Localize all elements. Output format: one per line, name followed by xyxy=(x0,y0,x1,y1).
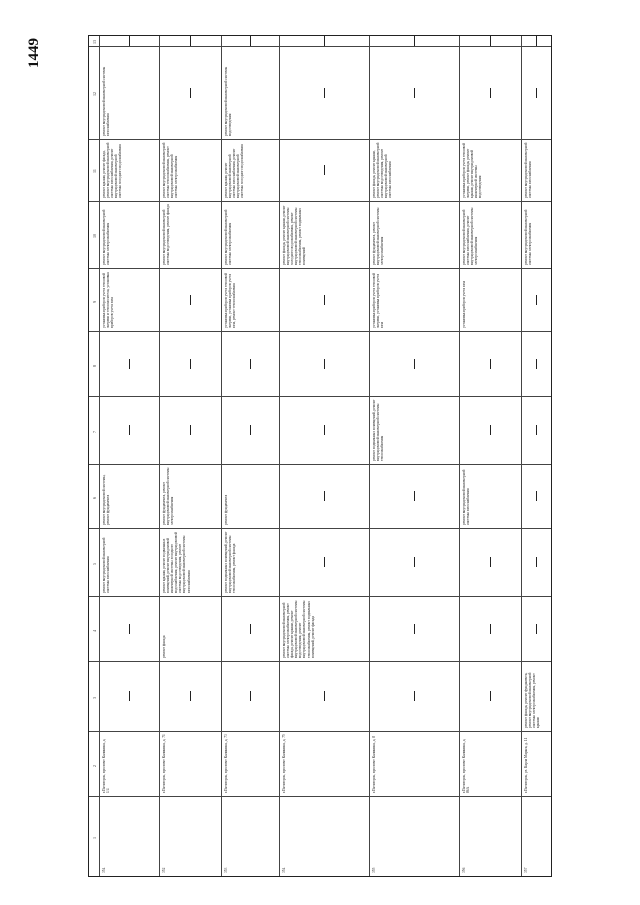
row-number: 357 xyxy=(524,867,528,873)
column-number: 11 xyxy=(92,169,97,173)
column-number: 5 xyxy=(92,563,97,565)
work-cell: установка приборов учета тепловой энергии, ремонт фасада, ремонт крыши, ремонт внутридомовой инженерной системы водоотведения xyxy=(462,142,483,198)
work-cell: ремонт внутридомовой инженерной системы водоотведения, ремонт фасада xyxy=(162,204,171,265)
empty-dash xyxy=(324,557,325,567)
empty-dash xyxy=(129,36,130,46)
empty-dash xyxy=(250,425,251,435)
work-cell: ремонт фундамента xyxy=(224,494,228,525)
work-cell: ремонт фасада, ремонт крыши, ремонт внутридомовой инженерной системы холодного водоснабжения, ремонт внутридомовой инженерной системы теплоснабжения, ремонт подвальных помещений xyxy=(282,205,307,265)
work-cell: установка приборов учета газа xyxy=(462,280,466,328)
empty-dash xyxy=(324,295,325,305)
row-divider xyxy=(521,36,522,876)
empty-dash xyxy=(190,359,191,369)
row-number: 354 xyxy=(102,867,106,873)
row-divider xyxy=(159,36,160,876)
work-cell: установка приборов учета тепловой энергии и теплоносителя, установка приборов учета газа xyxy=(102,272,115,328)
column-number: 3 xyxy=(92,697,97,699)
empty-dash xyxy=(536,491,537,501)
empty-dash xyxy=(536,624,537,634)
work-cell: ремонт внутридомовой инженерной системы газоснабжения xyxy=(524,142,533,198)
work-cell: ремонт внутридомовой инженерной системы электроснабжения xyxy=(224,209,233,265)
work-cell: ремонт фундамента, ремонт внутридомовой инженерной системы электроснабжения xyxy=(372,207,385,265)
empty-dash xyxy=(414,36,415,46)
empty-dash xyxy=(250,691,251,701)
empty-dash xyxy=(414,491,415,501)
work-cell: ремонт внутридомовой инженерной системы газоснабжения xyxy=(102,537,111,593)
address-cell: г.Пятигорск, проспект Калинина, д. 8 xyxy=(372,736,376,793)
empty-dash xyxy=(129,691,130,701)
row-divider xyxy=(221,36,222,876)
empty-dash xyxy=(414,624,415,634)
column-number: 1 xyxy=(92,837,97,839)
work-cell: ремонт фундамента, ремонт внутридомовой инженерной системы электроснабжения xyxy=(162,467,175,525)
row-number: 355 xyxy=(372,867,376,873)
empty-dash xyxy=(414,691,415,701)
empty-dash xyxy=(414,359,415,369)
empty-dash xyxy=(490,691,491,701)
empty-dash xyxy=(536,36,537,46)
empty-dash xyxy=(490,88,491,98)
column-number: 4 xyxy=(92,629,97,632)
work-cell: ремонт крыши, ремонт подвальных помещений, ремонт внутридомовой инженерной системы холодного водоснабжения, ремонт внутридомовой системы водоотведения, ремонт внутридомовой инженерной системы газоснабжения xyxy=(162,532,191,593)
empty-dash xyxy=(324,425,325,435)
empty-dash xyxy=(490,36,491,46)
work-cell: ремонт внутридомовой инженерной системы теплоснабжения, ремонт внутридомовой инженерной системы электроснабжения xyxy=(162,142,179,198)
empty-dash xyxy=(324,359,325,369)
column-number: 7 xyxy=(92,431,97,433)
address-cell: г.Пятигорск, проспект Калинина, д. 86А xyxy=(462,738,471,793)
address-cell: г.Пятигорск, проспект Калинина, д. 73 xyxy=(224,734,228,793)
empty-dash xyxy=(190,425,191,435)
row-number: 356 xyxy=(462,867,466,873)
address-cell: г.Пятигорск, проспект Калинина, д. 75 xyxy=(282,734,286,793)
column-number: 2 xyxy=(92,764,97,767)
work-cell: ремонт фасада xyxy=(162,635,166,658)
column-number: 9 xyxy=(92,300,97,303)
work-cell: ремонт подвальных помещений, ремонт внутридомовой инженерной системы теплоснабжения, ремонт фасада xyxy=(224,531,237,593)
empty-dash xyxy=(490,425,491,435)
empty-dash xyxy=(324,165,325,175)
empty-dash xyxy=(490,359,491,369)
empty-dash xyxy=(536,359,537,369)
empty-dash xyxy=(324,88,325,98)
work-cell: ремонт внутридомовой инженерной системы электроснабжения, ремонт фасада, ремонт крыши, ремонт внутридомовой инженерной системы водоотведения, ремонт внутридомовой инженерной системы теплоснабжения, ремонт подвальных помещений, ремонт фасада xyxy=(282,600,315,658)
empty-dash xyxy=(190,295,191,305)
empty-dash xyxy=(414,557,415,567)
empty-dash xyxy=(536,557,537,567)
work-cell: ремонт внутридомовой системы, ремонт фундамента xyxy=(102,474,111,525)
empty-dash xyxy=(250,624,251,634)
page-number: 1449 xyxy=(26,38,42,68)
capital-repair-table xyxy=(88,35,552,877)
address-cell: г.Пятигорск, ул. Карла Маркса, д. 11 xyxy=(524,737,528,793)
row-number: 352 xyxy=(162,867,166,873)
row-divider xyxy=(459,36,460,876)
empty-dash xyxy=(536,295,537,305)
row-divider xyxy=(369,36,370,876)
address-cell: г.Пятигорск, проспект Калинина, д. 71 xyxy=(162,734,166,793)
work-cell: ремонт крыши, ремонт внутридомовой инженерной системы газоснабжения, ремонт внутридомовой инженерной системы холодного водоснабжения xyxy=(224,144,245,198)
column-number: 13 xyxy=(92,40,97,44)
address-cell: г.Пятигорск, проспект Калинина, д. 1/4 xyxy=(102,738,111,793)
empty-dash xyxy=(129,425,130,435)
column-number: 10 xyxy=(92,233,97,238)
empty-dash xyxy=(250,359,251,369)
work-cell: установка приборов учета тепловой энергии, установка приборов учета газа, ремонт теплоснабжения xyxy=(224,272,237,328)
column-number: 6 xyxy=(92,497,97,499)
work-cell: ремонт внутридомовой инженерной системы газоснабжения, ремонт внутридомовой инженерной системы электроснабжения xyxy=(462,207,479,265)
empty-dash xyxy=(129,624,130,634)
empty-dash xyxy=(536,88,537,98)
empty-dash xyxy=(190,88,191,98)
empty-dash xyxy=(129,359,130,369)
column-number: 12 xyxy=(92,91,97,96)
work-cell: ремонт внутридомовой инженерной системы электроснабжения xyxy=(102,209,111,265)
work-cell: ремонт фасада, ремонт фундамента, ремонт внутридомовой инженерной системы электроснабжения, ремонт крыши xyxy=(524,672,541,728)
work-cell: ремонт внутридомовой инженерной системы газоснабжения xyxy=(102,66,111,136)
work-cell: ремонт крыши, ремонт фасада, ремонт внутридомовой инженерной системы газоснабжения, ремонт внутридомовой инженерной системы холодного водоснабжения xyxy=(102,142,123,198)
work-cell: ремонт внутридомовой инженерной системы электроснабжения xyxy=(524,209,533,265)
row-number: 354 xyxy=(282,867,286,873)
empty-dash xyxy=(490,557,491,567)
work-cell: ремонт внутридомовой инженерной системы газоснабжения xyxy=(462,469,471,525)
work-cell: ремонт фасада, ремонт крыши, ремонт внутридомовой инженерной системы водоотведения, ремонт внутридомовой инженерной системы газоснабжения xyxy=(372,142,393,198)
work-cell: установка приборов учета тепловой энергии, установка приборов учета газа xyxy=(372,272,385,328)
work-cell: ремонт внутридомовой инженерной системы водоотведения xyxy=(224,66,233,136)
column-number: 8 xyxy=(92,364,97,367)
empty-dash xyxy=(324,36,325,46)
row-number: 353 xyxy=(224,867,228,873)
empty-dash xyxy=(324,491,325,501)
empty-dash xyxy=(536,425,537,435)
row-divider xyxy=(99,36,100,876)
empty-dash xyxy=(190,36,191,46)
work-cell: ремонт подвальных помещений, ремонт внутридомовой инженерной системы теплоснабжения xyxy=(372,399,385,461)
empty-dash xyxy=(490,624,491,634)
empty-dash xyxy=(324,691,325,701)
empty-dash xyxy=(190,691,191,701)
empty-dash xyxy=(250,36,251,46)
empty-dash xyxy=(414,88,415,98)
row-divider xyxy=(279,36,280,876)
